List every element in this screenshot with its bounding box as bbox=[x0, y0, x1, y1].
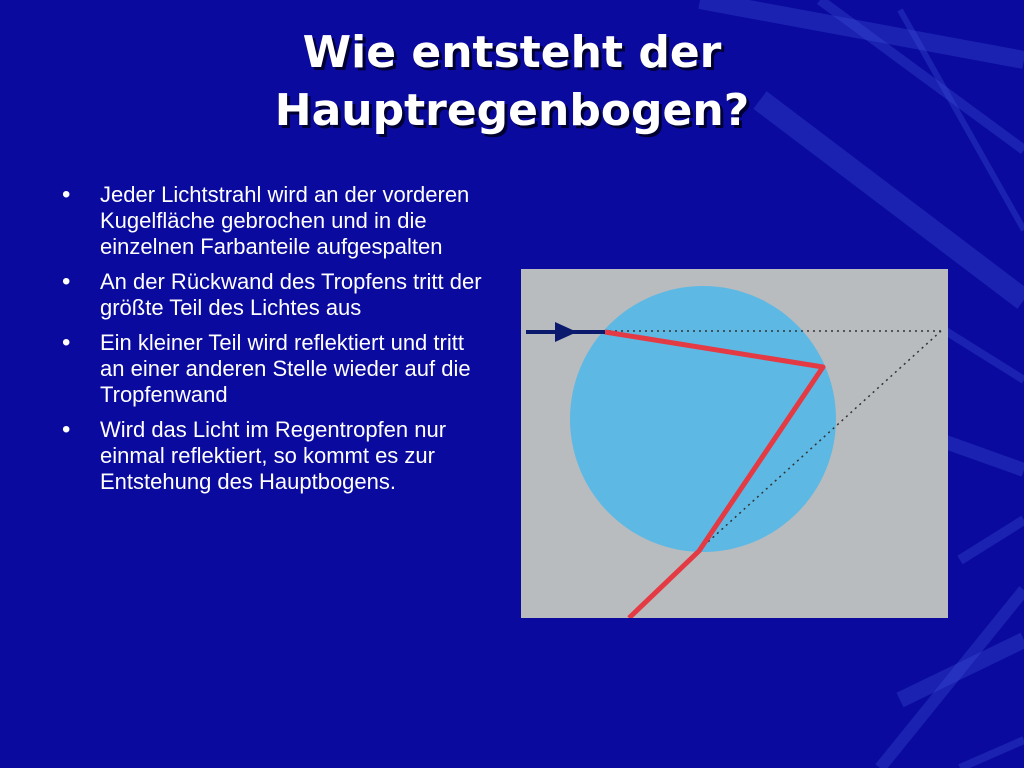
slide-title bbox=[0, 24, 1024, 140]
title-line-1: Wie entsteht der bbox=[302, 27, 722, 78]
bullet-item bbox=[62, 182, 492, 260]
bullet-dot-icon: • bbox=[62, 268, 71, 295]
bullet-item bbox=[62, 330, 492, 408]
bullet-item bbox=[62, 269, 492, 321]
raindrop-circle bbox=[570, 286, 836, 552]
bullet-text: Wird das Licht im Regentropfen nur einmal reflektiert, so kommt es zur Entstehung des Hauptbogens. bbox=[100, 417, 447, 494]
bullet-dot-icon: • bbox=[62, 416, 71, 443]
bullet-list bbox=[62, 182, 492, 504]
bullet-text: Ein kleiner Teil wird reflektiert und tritt an einer anderen Stelle wieder auf die Tropfenwand bbox=[100, 330, 471, 407]
bullet-item bbox=[62, 417, 492, 495]
bullet-text: Jeder Lichtstrahl wird an der vorderen Kugelfläche gebrochen und in die einzelnen Farbanteile aufgespalten bbox=[100, 182, 470, 259]
bullet-dot-icon: • bbox=[62, 329, 71, 356]
bullet-dot-icon: • bbox=[62, 181, 71, 208]
bullet-text: An der Rückwand des Tropfens tritt der größte Teil des Lichtes aus bbox=[100, 269, 482, 320]
raindrop-diagram bbox=[521, 269, 948, 618]
title-line-2: Hauptregenbogen? bbox=[274, 85, 750, 136]
